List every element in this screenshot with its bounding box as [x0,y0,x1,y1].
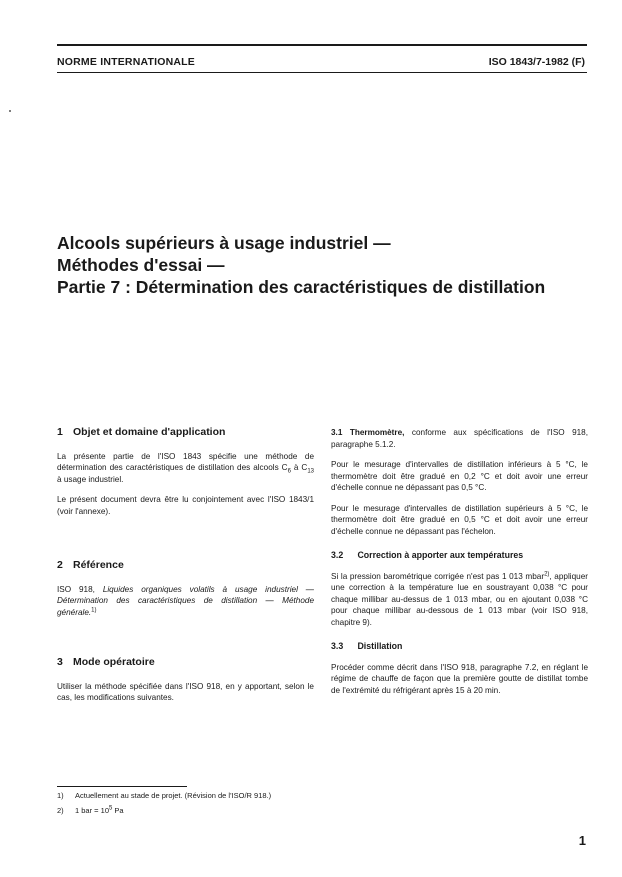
section-2-paragraph-1 [57,584,314,619]
section-number: 2 [57,559,63,571]
section-number: 3 [57,656,63,668]
subsection-number: 3.2 [331,550,344,560]
subsection-3-1-paragraph-1: Pour le mesurage d'intervalles de distillation inférieurs à 5 °C, le thermomètre doit être gradué en 0,2 °C et doit avoir une erreur d'échelle connue ne dépassant pas 0,5 °C. [331,460,588,492]
section-title: Objet et domaine d'application [73,426,226,438]
section-number: 1 [57,426,63,438]
subsection-number: 3.3 [331,641,344,651]
exponent: 5 [108,805,113,812]
document-title [57,232,597,298]
text-run: 1 bar = 10 [75,806,109,815]
text-run: La présente partie de l'ISO 1843 spécifie une méthode de détermination des caractéristiques de distillation des alcools C [57,451,314,472]
section-1-paragraph-1 [57,451,314,486]
reference-title: Liquides organiques volatils à usage industriel — Détermination des caractéristiques de distillation — Méthode générale. [57,584,314,617]
subsection-title: Correction à apporter aux températures [357,550,524,560]
section-3-heading [57,657,314,669]
footnote-text: Actuellement au stade de projet. (Révision de l'ISO/R 918.) [75,791,272,800]
subsection-3-3-heading [331,641,588,653]
text-run: ISO 918, [57,584,103,594]
subsection-3-2-paragraph-1 [331,571,588,629]
section-title: Référence [73,559,124,571]
title-line-2: Méthodes d'essai — [57,255,225,275]
page-number: 1 [578,833,586,848]
subsection-3-2-heading [331,550,588,562]
subscript: 13 [307,468,314,475]
subsection-title: Thermomètre, [349,428,405,437]
text-run: à usage industriel. [57,474,124,484]
footnote-rule [57,786,187,787]
footnote-1 [57,791,271,801]
section-1-paragraph-2: Le présent document devra être lu conjointement avec l'ISO 1843/1 (voir l'annexe). [57,495,314,516]
subsection-3-3-paragraph-1: Procéder comme décrit dans l'ISO 918, paragraphe 7.2, en réglant le régime de chauffe de façon que la première goutte de distillat tombe de l'extrémité du réfrigérant après 15 à 20 min. [331,662,588,695]
footnote-2 [57,806,124,816]
section-3-paragraph-1: Utiliser la méthode spécifiée dans l'ISO 918, en y apportant, selon le cas, les modifications suivantes. [57,681,314,702]
subscript: 6 [287,468,291,475]
footnote-number: 1) [57,791,64,800]
scan-speck [9,110,11,112]
footnote-marker: 2) [544,570,550,577]
right-column [331,427,588,705]
text-run: conforme aux spécifications de l'ISO 918, paragraphe 5.1.2. [331,428,589,449]
subsection-3-1-intro [331,427,588,450]
header-reference-code: ISO 1843/7-1982 (F) [488,56,585,68]
spacer [57,627,314,657]
left-column [57,427,314,713]
header-standard-label: NORME INTERNATIONALE [57,56,195,68]
title-line-1: Alcools supérieurs à usage industriel — [57,233,391,253]
footnote-text [75,806,124,816]
section-2-heading [57,560,314,572]
subsection-title: Distillation [357,641,403,651]
text-run: à C [290,463,308,472]
section-title: Mode opératoire [73,656,155,668]
header-rule [57,72,587,73]
footnote-marker: 1) [91,606,97,613]
text-run: , appliquer une correction à la température lue en soustrayant 0,038 °C pour chaque millibar au-dessus de 1 013 mbar, ou en ajoutant 0,038 °C pour chaque millibar au-dessous de 1 013 mbar (voir ISO 918, chapitre 9). [331,571,588,627]
footnote-number: 2) [57,806,64,815]
subsection-3-1-paragraph-2: Pour le mesurage d'intervalles de distillation supérieurs à 5 °C, le thermomètre doit être gradué en 0,5 °C et doit avoir une erreur d'échelle connue ne dépassant pas l'échelon. [331,503,588,536]
title-line-3: Partie 7 : Détermination des caractéristiques de distillation [57,277,546,297]
section-1-heading [57,427,314,439]
text-run: Si la pression barométrique corrigée n'est pas 1 013 mbar [331,571,545,581]
spacer [57,526,314,560]
top-rule [57,44,587,46]
text-run: Pa [112,806,124,815]
subsection-number: 3.1 [331,428,343,437]
